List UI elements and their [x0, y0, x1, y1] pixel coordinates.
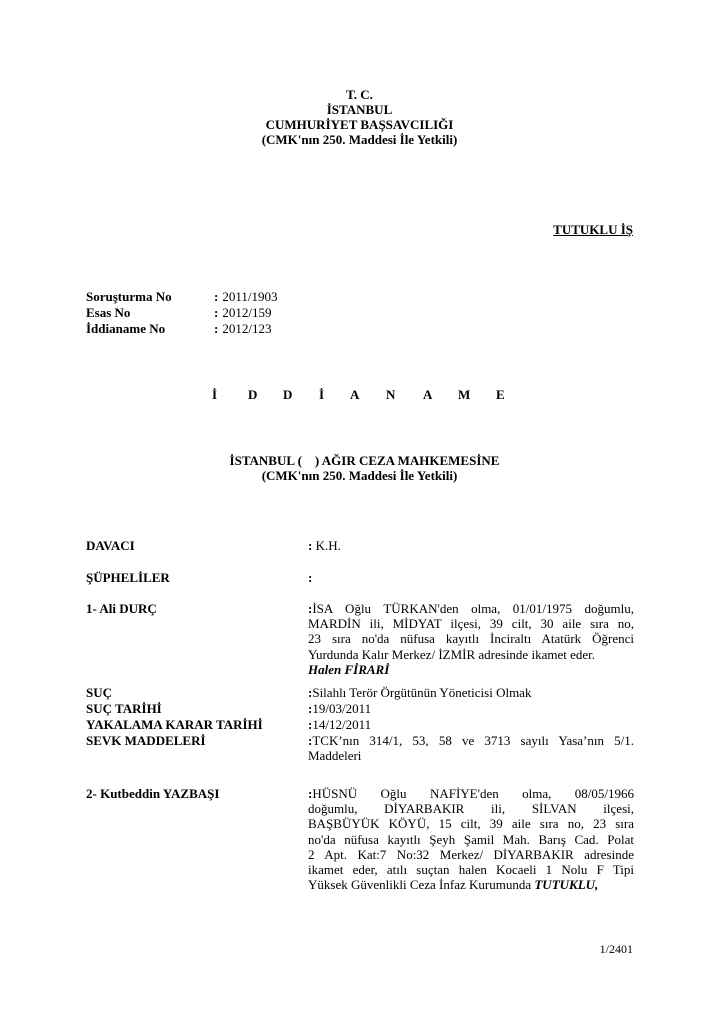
plaintiff-value: K.H. — [315, 538, 341, 553]
arrest-date-label: YAKALAMA KARAR TARİHİ — [86, 717, 263, 732]
address-line: doğumlu, DİYARBAKIR ili, SİLVAN ilçesi, — [308, 801, 634, 817]
header-line-city: İSTANBUL — [326, 102, 393, 117]
case-number-label: İddianame No — [86, 321, 166, 336]
crime-date-value-wrap: :19/03/2011 — [308, 701, 372, 716]
address-line: :HÜSNÜ Oğlu NAFİYE'den olma, 08/05/1966 — [308, 786, 634, 801]
arrest-date-value-wrap: :14/12/2011 — [308, 717, 372, 732]
header-line-tc: T. C. — [346, 87, 373, 102]
address-line: MARDİN ili, MİDYAT ilçesi, 39 cilt, 30 aile sıra no, — [308, 616, 634, 632]
suspect-1-name: 1- Ali DURÇ — [86, 601, 157, 616]
address-line: BAŞBÜYÜK KÖYÜ, 15 cilt, 39 aile sıra no, 23 sıra — [308, 816, 634, 832]
address-line: 2 Apt. Kat:7 No:32 Merkez/ DİYARBAKIR adresinde — [308, 846, 634, 862]
colon: : — [214, 289, 219, 304]
arrest-date-value: 14/12/2011 — [312, 717, 372, 732]
case-number-row — [86, 289, 277, 305]
court-name: İSTANBUL ( ) AĞIR CEZA MAHKEMESİNE — [229, 453, 500, 468]
suspect-2-status: TUTUKLU, — [534, 877, 599, 893]
court-block — [0, 453, 719, 483]
address-line: no'da nüfusa kayıtlı Şeyh Şamil Mah. Barış Cad. Polat — [308, 831, 634, 847]
header-block — [0, 87, 719, 147]
case-numbers — [86, 289, 277, 337]
header-line-authority: (CMK'nın 250. Maddesi İle Yetkili) — [261, 132, 458, 147]
articles-value — [308, 733, 634, 763]
suspects-label: ŞÜPHELİLER — [86, 570, 170, 585]
title-letter: İ — [319, 387, 325, 402]
articles-line: :TCK’nın 314/1, 53, 58 ve 3713 sayılı Yasa’nın 5/1. — [308, 733, 634, 748]
crime-label: SUÇ — [86, 685, 113, 700]
title-letter: İ — [212, 387, 218, 402]
case-number-value: 2011/1903 — [222, 289, 278, 304]
title-letter: N — [386, 387, 396, 402]
crime-value-wrap: :Silahlı Terör Örgütünün Yöneticisi Olmak — [308, 685, 532, 700]
articles-line: Maddeleri — [308, 748, 362, 764]
title-letter: E — [496, 387, 505, 402]
address-line: Yurdunda Kalır Merkez/ İZMİR adresinde ikamet eder. — [308, 646, 595, 662]
case-number-label: Esas No — [86, 305, 131, 320]
suspects-value-wrap — [308, 570, 634, 585]
colon: : — [214, 305, 219, 320]
suspect-2-address — [308, 786, 634, 892]
address-line: ikamet eder, atılı suçtan halen Kocaeli 1 Nolu F Tipi — [308, 862, 634, 878]
title-letter: A — [423, 387, 433, 402]
header-line-office: CUMHURİYET BAŞSAVCILIĞI — [265, 117, 454, 132]
plaintiff-label: DAVACI — [86, 538, 135, 553]
articles-label: SEVK MADDELERİ — [86, 733, 206, 748]
address-line: :İSA Oğlu TÜRKAN'den olma, 01/01/1975 doğumlu, — [308, 601, 634, 616]
address-line: 23 sıra no'da nüfusa kayıtlı İnciraltı Atatürk Öğrenci — [308, 631, 634, 647]
crime-value: Silahlı Terör Örgütünün Yöneticisi Olmak — [312, 685, 532, 700]
crime-date-label: SUÇ TARİHİ — [86, 701, 162, 716]
page-number: 1/2401 — [599, 942, 633, 956]
suspect-1-address — [308, 601, 634, 677]
title-letter: A — [350, 387, 360, 402]
case-number-row — [86, 305, 277, 321]
title-letter: D — [283, 387, 293, 402]
plaintiff-value-wrap — [308, 538, 634, 553]
colon: : — [214, 321, 219, 336]
suspect-2-name: 2- Kutbeddin YAZBAŞI — [86, 786, 220, 801]
colon: : — [308, 538, 316, 553]
case-number-value: 2012/123 — [222, 321, 272, 336]
suspect-1-status: Halen FİRARİ — [308, 661, 390, 677]
case-number-label: Soruşturma No — [86, 289, 172, 304]
case-number-row — [86, 321, 277, 337]
address-line: Yüksek Güvenlikli Ceza İnfaz Kurumunda TUTUKLU, — [308, 877, 599, 893]
title-letter: M — [458, 387, 471, 402]
title-letter: D — [248, 387, 258, 402]
case-number-value: 2012/159 — [222, 305, 272, 320]
court-authority: (CMK'nın 250. Maddesi İle Yetkili) — [261, 468, 458, 483]
crime-date-value: 19/03/2011 — [312, 701, 372, 716]
colon: : — [308, 570, 313, 585]
status-label: TUTUKLU İŞ — [553, 222, 633, 237]
